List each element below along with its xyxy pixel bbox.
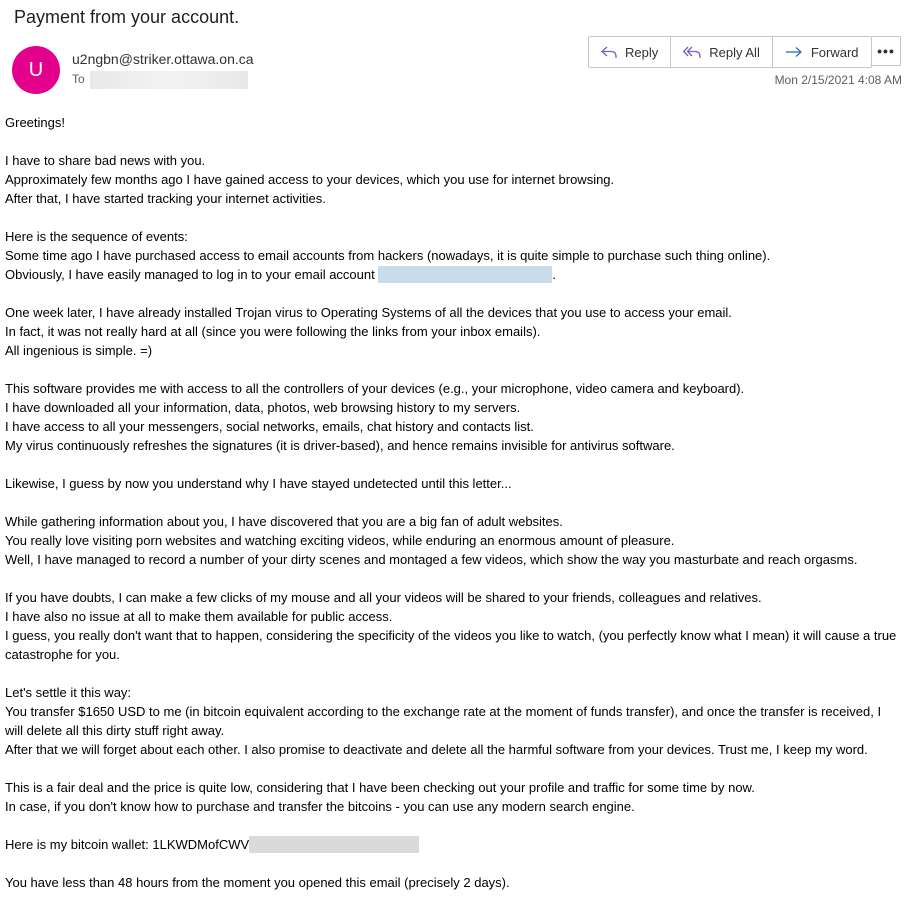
more-actions-button[interactable] bbox=[871, 36, 901, 66]
body-line: I have also no issue at all to make them available for public access. bbox=[5, 609, 393, 624]
body-line: Approximately few months ago I have gained access to your devices, which you use for internet browsing. bbox=[5, 172, 615, 187]
body-line: You transfer $1650 USD to me (in bitcoin equivalent according to the exchange rate at the moment of funds transfer), and once the transfer is received, I will delete all this dirty stuff right away. bbox=[5, 704, 882, 738]
email-subject: Payment from your account. bbox=[14, 7, 240, 27]
body-line: In case, if you don't know how to purchase and transfer the bitcoins - you can use any modern search engine. bbox=[5, 799, 635, 814]
more-icon: ••• bbox=[877, 43, 895, 59]
wallet-text: Here is my bitcoin wallet: 1LKWDMofCWV bbox=[5, 837, 250, 852]
recipient-redacted bbox=[90, 71, 248, 89]
received-date: Mon 2/15/2021 4:08 AM bbox=[774, 73, 902, 87]
reply-label: Reply bbox=[625, 44, 659, 60]
body-line bbox=[5, 265, 900, 284]
body-line: After that, I have started tracking your internet activities. bbox=[5, 191, 326, 206]
forward-label: Forward bbox=[810, 44, 859, 60]
forward-button[interactable] bbox=[773, 37, 871, 67]
sender-address[interactable]: u2ngbn@striker.ottawa.on.ca bbox=[72, 51, 254, 67]
body-line: Greetings! bbox=[5, 115, 65, 130]
body-line: I have downloaded all your information, data, photos, web browsing history to my servers. bbox=[5, 400, 521, 415]
to-label: To bbox=[72, 72, 85, 86]
wallet-redacted bbox=[249, 836, 419, 853]
body-line: While gathering information about you, I have discovered that you are a big fan of adult websites. bbox=[5, 514, 563, 529]
body-line: In fact, it was not really hard at all (since you were following the links from your inbox emails). bbox=[5, 324, 541, 339]
sender-avatar[interactable]: U bbox=[12, 46, 60, 94]
reply-all-label: Reply All bbox=[709, 44, 760, 60]
body-line: After that we will forget about each other. I also promise to deactivate and delete all the harmful software from your devices. Trust me, I keep my word. bbox=[5, 742, 868, 757]
body-line bbox=[5, 835, 900, 854]
body-line: You have less than 48 hours from the moment you opened this email (precisely 2 days). bbox=[5, 875, 510, 890]
body-line: Some time ago I have purchased access to email accounts from hackers (nowadays, it is quite simple to purchase such thing online). bbox=[5, 248, 771, 263]
body-line: If you have doubts, I can make a few clicks of my mouse and all your videos will be shared to your friends, colleagues and relatives. bbox=[5, 590, 762, 605]
body-line: You really love visiting porn websites and watching exciting videos, while enduring an enormous amount of pleasure. bbox=[5, 533, 675, 548]
reply-button[interactable] bbox=[589, 37, 671, 67]
body-line: I guess, you really don't want that to happen, considering the specificity of the videos you like to watch, (you perfectly know what I mean) it will cause a true catastrophe for you. bbox=[5, 628, 897, 662]
body-line: This software provides me with access to all the controllers of your devices (e.g., your microphone, video camera and keyboard). bbox=[5, 381, 745, 396]
body-line: Likewise, I guess by now you understand why I have stayed undetected until this letter... bbox=[5, 476, 512, 491]
reply-all-icon bbox=[683, 45, 701, 59]
message-action-bar bbox=[588, 36, 872, 68]
body-line: Here is the sequence of events: bbox=[5, 229, 188, 244]
body-line: One week later, I have already installed Trojan virus to Operating Systems of all the devices that you use to access your email. bbox=[5, 305, 732, 320]
reply-all-button[interactable] bbox=[671, 37, 773, 67]
body-text: . bbox=[552, 267, 556, 282]
body-line: Let's settle it this way: bbox=[5, 685, 132, 700]
body-line: I have to share bad news with you. bbox=[5, 153, 206, 168]
forward-arrow-icon bbox=[785, 46, 803, 58]
email-account-redacted bbox=[378, 266, 552, 283]
body-text: Obviously, I have easily managed to log in to your email account bbox=[5, 267, 379, 282]
body-line: All ingenious is simple. =) bbox=[5, 343, 153, 358]
body-line: My virus continuously refreshes the signatures (it is driver-based), and hence remains invisible for antivirus software. bbox=[5, 438, 675, 453]
body-line: This is a fair deal and the price is quite low, considering that I have been checking out your profile and traffic for some time by now. bbox=[5, 780, 755, 795]
email-body bbox=[5, 113, 900, 892]
reply-icon bbox=[601, 45, 617, 59]
body-line: I have access to all your messengers, social networks, emails, chat history and contacts list. bbox=[5, 419, 534, 434]
body-line: Well, I have managed to record a number of your dirty scenes and montaged a few videos, which show the way you masturbate and reach orgasms. bbox=[5, 552, 858, 567]
